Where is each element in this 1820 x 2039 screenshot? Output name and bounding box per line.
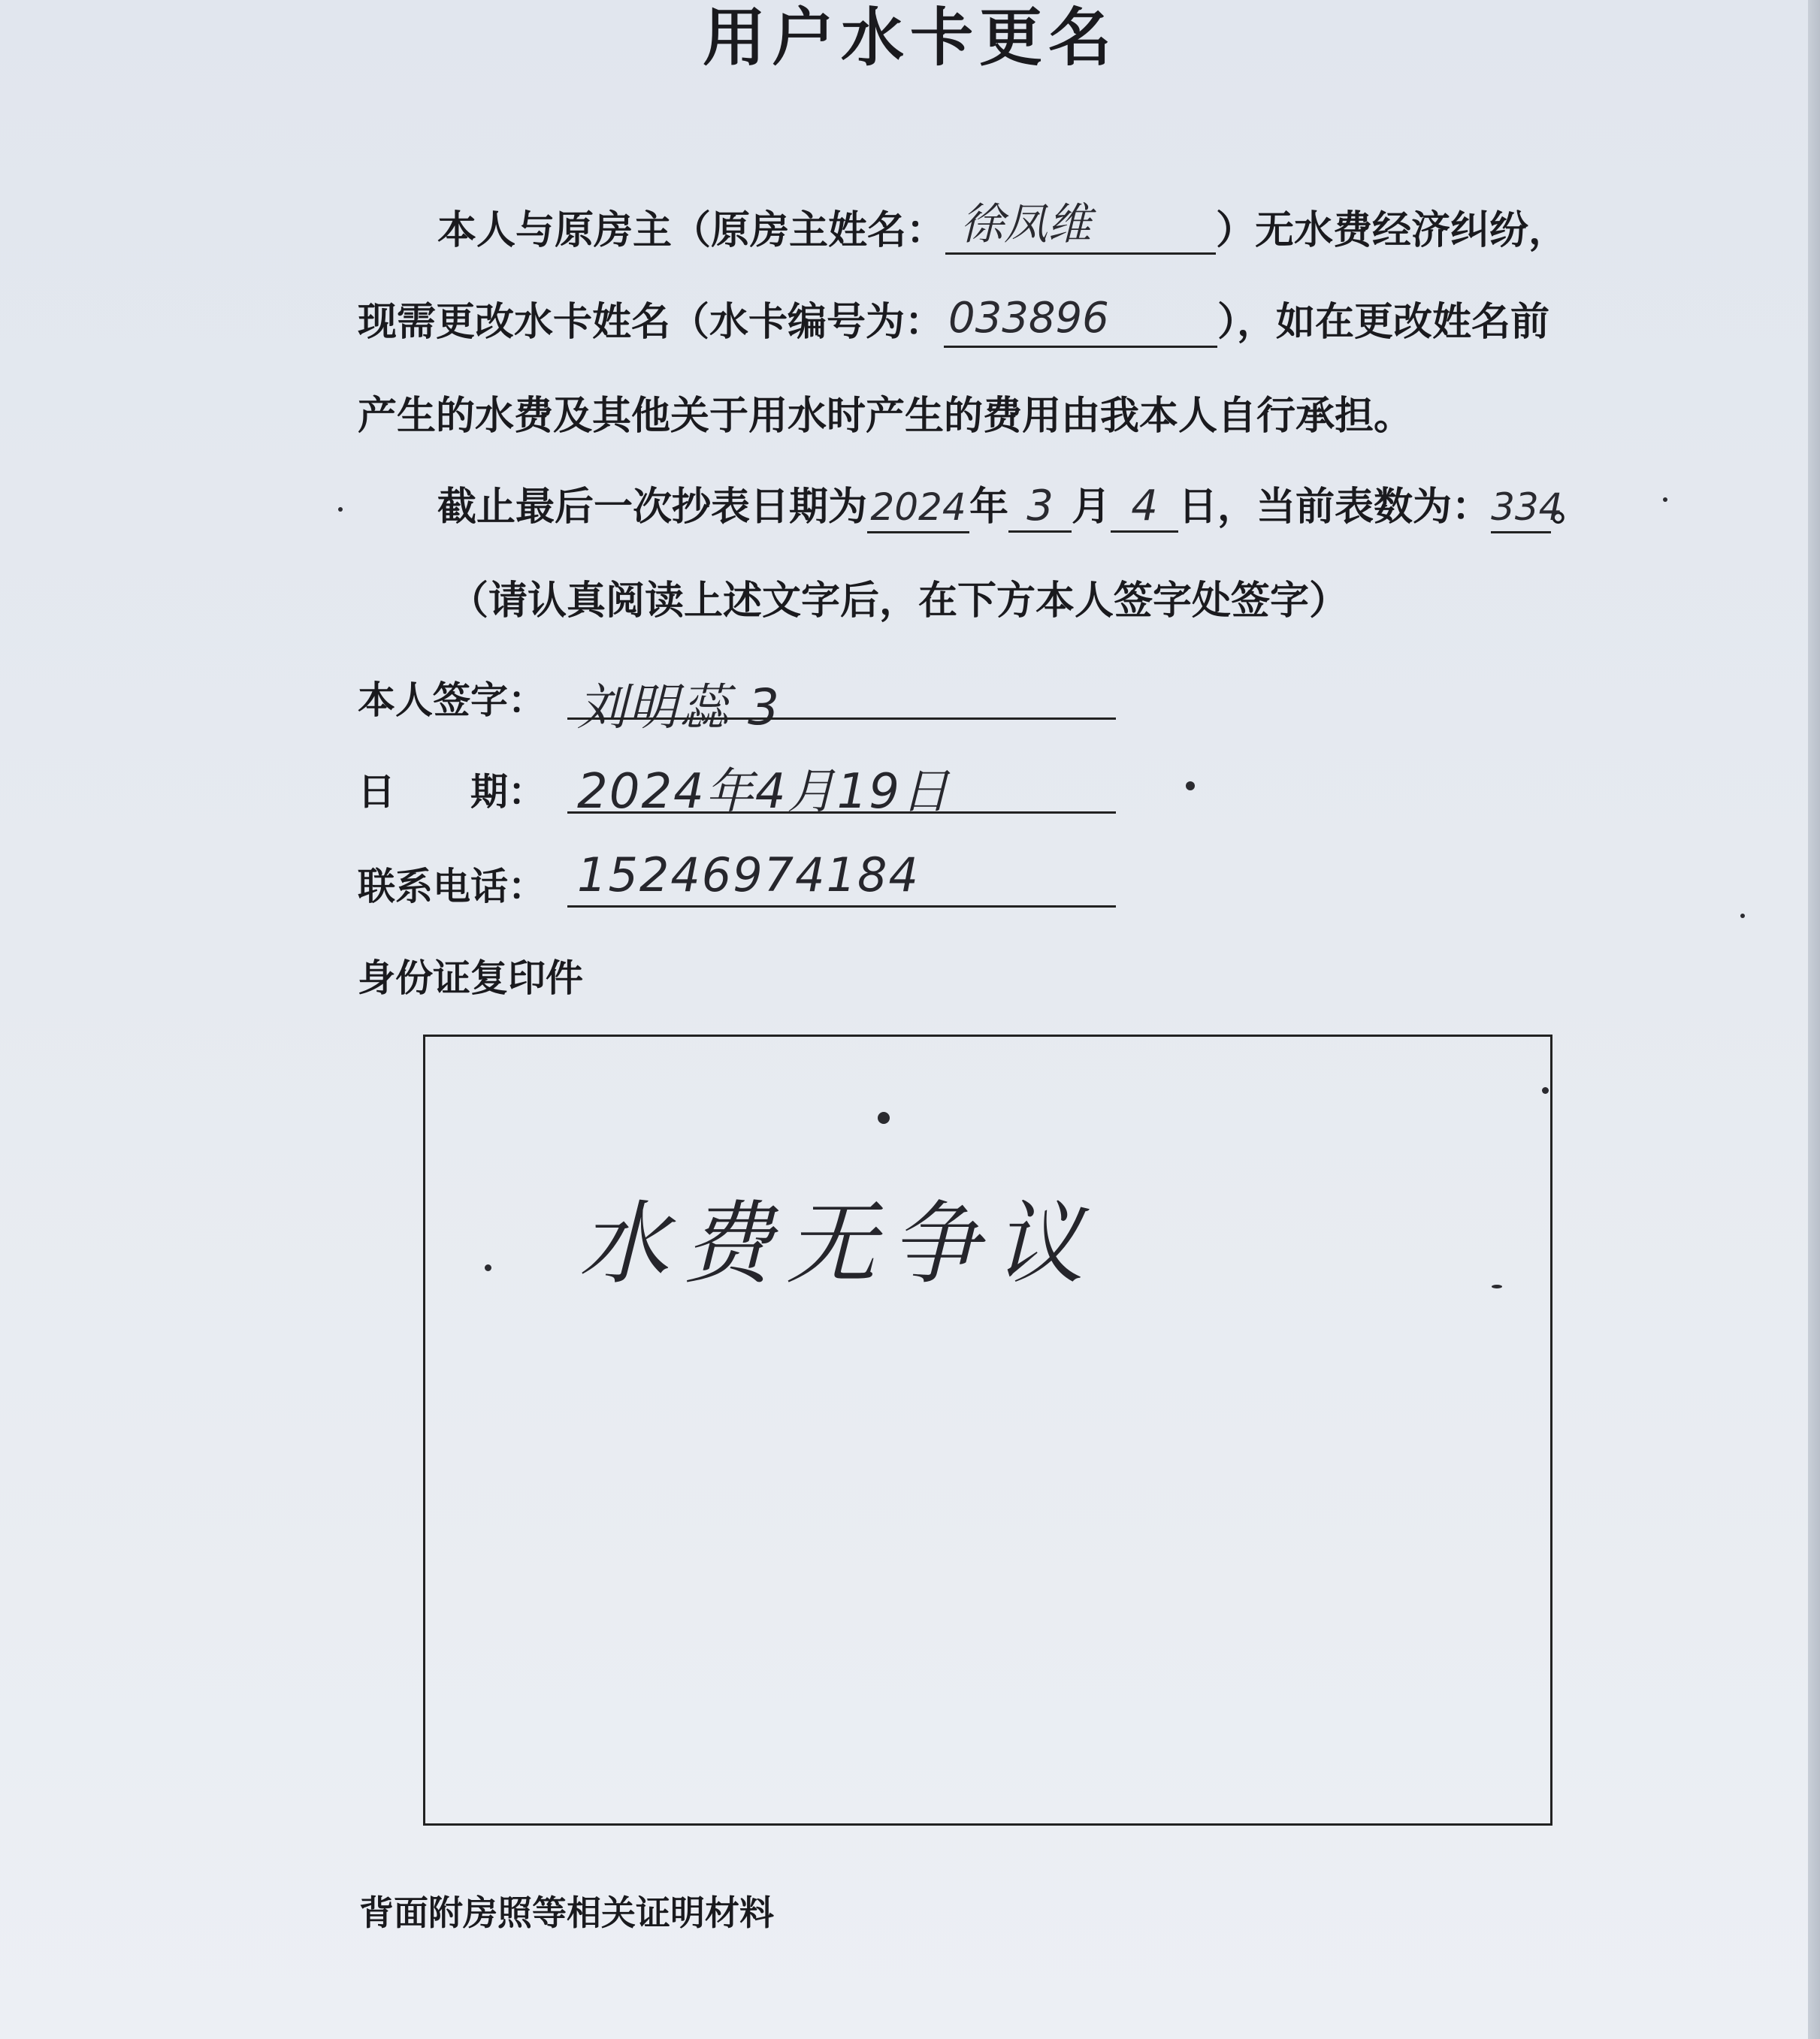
scan-speck <box>1542 1087 1549 1094</box>
scan-speck <box>1663 497 1667 502</box>
paragraph-line-1 <box>437 198 1568 255</box>
reading-year: 2024 <box>870 485 966 529</box>
line1-suffix: ）无水费经济纠纷， <box>1216 208 1568 253</box>
reading-year-field <box>867 483 969 533</box>
phone-value: 15246974184 <box>577 847 920 902</box>
meter-value: 334 <box>1491 485 1563 529</box>
reading-month-unit: 月 <box>1072 485 1111 530</box>
reading-day-unit: 日，当前表数为： <box>1178 485 1492 530</box>
scan-speck <box>1492 1285 1502 1288</box>
signature-underline <box>567 717 1116 720</box>
reading-year-unit: 年 <box>969 485 1009 530</box>
phone-underline <box>567 905 1116 908</box>
paragraph-line-2 <box>358 294 1550 348</box>
scan-speck <box>878 1112 890 1124</box>
document-title: 用户水卡更名 <box>702 1 1117 74</box>
original-owner-name: 徐凤维 <box>960 198 1092 249</box>
reading-prefix: 截止最后一次抄表日期为 <box>437 485 868 530</box>
date-label: 日 期： <box>358 770 546 814</box>
paragraph-line-3: 产生的水费及其他关于用水时产生的费用由我本人自行承担。 <box>358 394 1413 439</box>
paper-edge-shadow <box>1808 0 1820 2039</box>
meter-reading-line <box>437 482 1590 533</box>
id-copy-label: 身份证复印件 <box>358 956 583 1000</box>
reading-day-field <box>1111 482 1178 533</box>
scan-speck <box>1186 781 1195 790</box>
reading-month-field <box>1008 482 1072 533</box>
signature-instruction: （请认真阅读上述文字后，在下方本人签字处签字） <box>449 578 1349 624</box>
signature-label: 本人签字： <box>358 678 546 722</box>
line2-suffix: ），如在更改姓名前 <box>1217 300 1550 345</box>
signature-value: 刘明蕊 3 <box>577 678 781 736</box>
date-value: 2024年4月19日 <box>577 764 951 820</box>
line2-prefix: 现需更改水卡姓名（水卡编号为： <box>358 300 945 345</box>
date-underline <box>567 811 1116 814</box>
footer-note: 背面附房照等相关证明材料 <box>359 1892 774 1933</box>
reading-month: 3 <box>1026 482 1054 530</box>
meter-value-field <box>1491 483 1563 533</box>
card-number: 033896 <box>948 294 1109 343</box>
scan-speck <box>338 507 343 512</box>
line1-prefix: 本人与原房主（原房主姓名： <box>437 208 946 253</box>
reading-day: 4 <box>1131 482 1158 530</box>
card-number-field <box>944 294 1217 348</box>
phone-label: 联系电话： <box>358 865 546 908</box>
id-copy-box <box>423 1035 1552 1826</box>
scan-speck <box>485 1264 491 1271</box>
id-box-handwritten-note: 水费无争议 <box>579 1192 1097 1297</box>
reading-end: 。 <box>1551 485 1591 530</box>
scan-speck <box>1740 914 1745 918</box>
original-owner-name-field <box>945 198 1216 255</box>
